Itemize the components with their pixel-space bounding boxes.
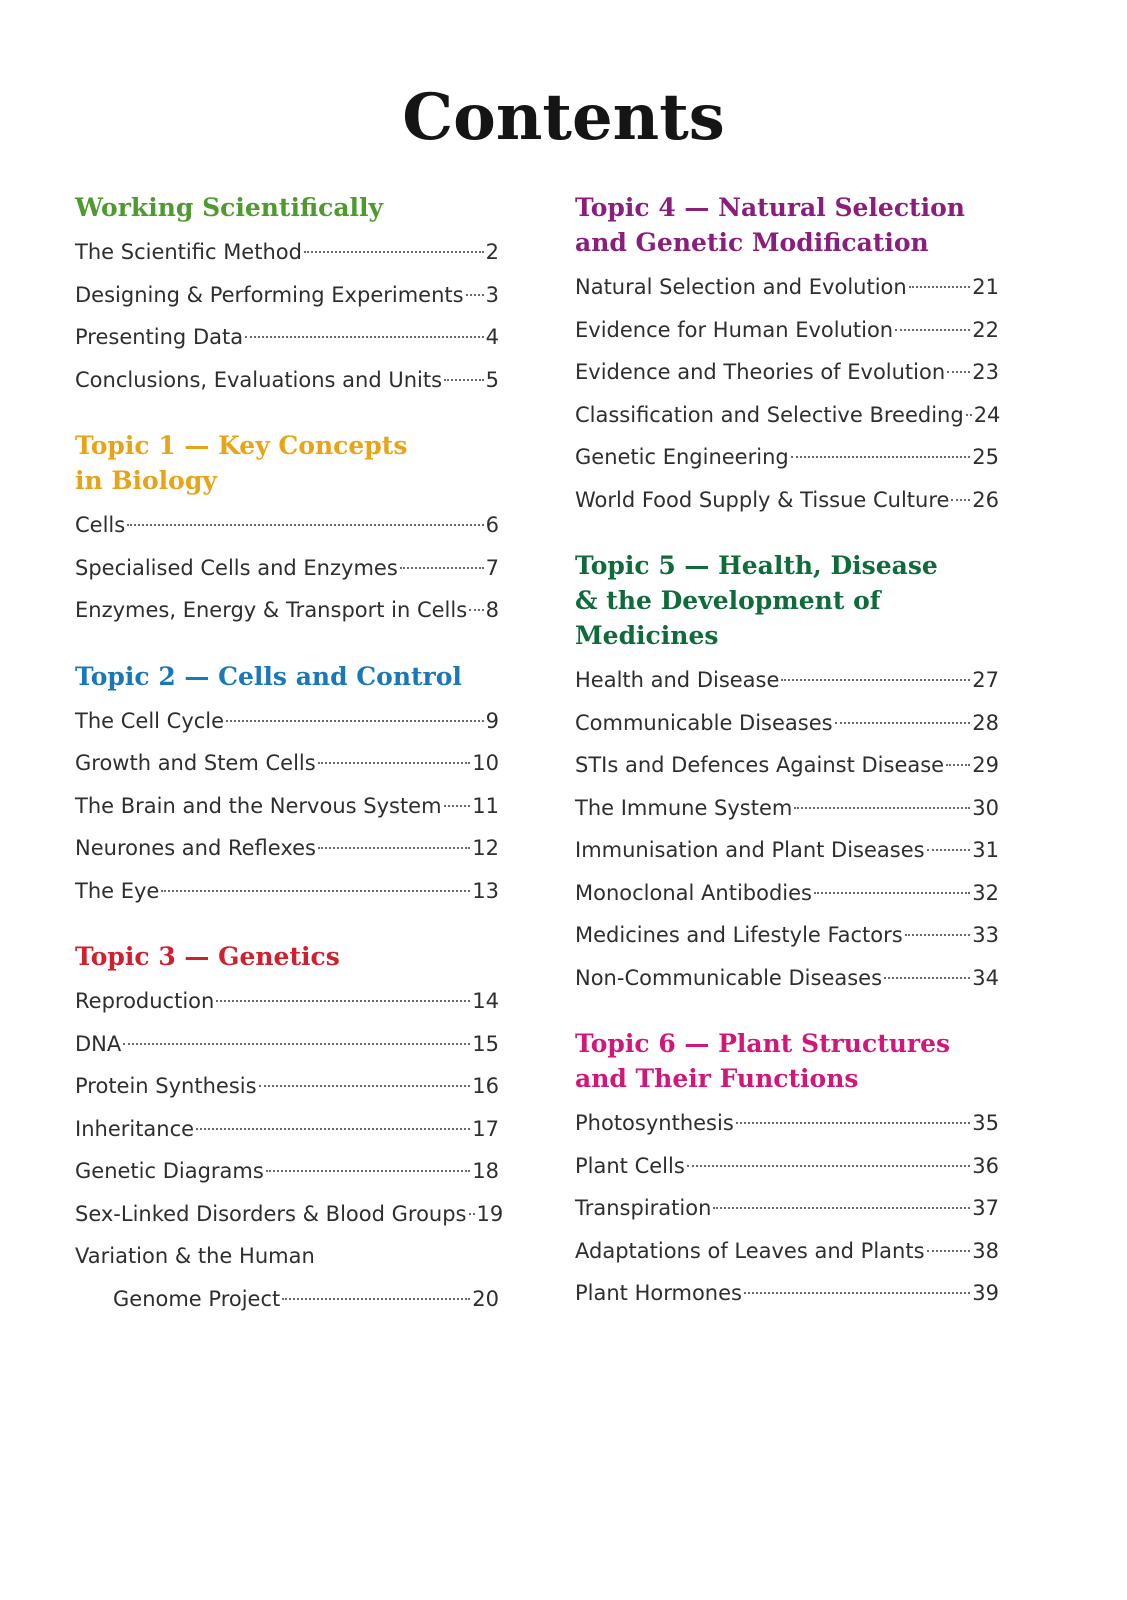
toc-entry-title: Health and Disease <box>575 668 780 692</box>
toc-entry[interactable] <box>75 1235 499 1278</box>
page-title: Contents <box>402 80 725 155</box>
toc-section-topic-1 <box>75 428 499 632</box>
toc-entry-title: Genetic Diagrams <box>75 1159 264 1183</box>
toc-entry-title: Conclusions, Evaluations and Units <box>75 367 443 392</box>
toc-page-number: 2 <box>485 240 499 264</box>
toc-entry[interactable] <box>75 1065 499 1108</box>
toc-entry-title: Variation & the Human <box>75 1244 315 1268</box>
toc-entry[interactable] <box>575 659 999 702</box>
toc-entry-title: Growth and Stem Cells <box>75 751 316 775</box>
toc-page-number: 4 <box>485 325 499 349</box>
dot-leader <box>966 414 972 416</box>
toc-entry-title: The Scientific Method <box>75 240 302 264</box>
toc-page-number: 23 <box>972 360 999 384</box>
toc-page-number: 31 <box>972 838 999 862</box>
toc-entry-title: Protein Synthesis <box>75 1074 257 1098</box>
toc-section-topic-5 <box>575 548 999 999</box>
toc-page-number: 37 <box>972 1196 999 1220</box>
toc-entry[interactable] <box>575 1187 999 1230</box>
toc-entry-title: Classification and Selective Breeding <box>575 402 964 427</box>
toc-entry[interactable] <box>75 1108 499 1151</box>
toc-page-number: 28 <box>972 710 999 735</box>
toc-entry[interactable] <box>75 504 499 547</box>
toc-section-topic-4 <box>575 190 999 521</box>
dot-leader <box>466 294 484 296</box>
toc-entry[interactable] <box>75 700 499 743</box>
toc-entry[interactable] <box>75 980 499 1023</box>
toc-column-left <box>75 190 504 1320</box>
toc-entry[interactable] <box>575 1230 999 1273</box>
toc-entry-title: Genome Project <box>113 1286 281 1311</box>
toc-page-number: 34 <box>972 965 999 990</box>
toc-entry-title: Genetic Engineering <box>575 445 789 469</box>
toc-page-number: 9 <box>485 708 499 733</box>
toc-page-number: 22 <box>972 317 999 342</box>
toc-entry[interactable] <box>75 1193 504 1236</box>
toc-entry[interactable] <box>575 1145 999 1188</box>
dot-leader <box>791 456 971 458</box>
toc-entry-title: The Cell Cycle <box>75 708 225 733</box>
dot-leader <box>713 1207 970 1209</box>
dot-leader <box>400 567 484 569</box>
dot-leader <box>245 336 484 338</box>
section-heading: Topic 6 — Plant Structures and Their Functions <box>575 1029 951 1093</box>
toc-list <box>75 231 499 401</box>
toc-list <box>575 1102 999 1315</box>
toc-column-right <box>575 190 999 1315</box>
toc-page-number: 6 <box>485 513 499 537</box>
dot-leader <box>927 1250 971 1252</box>
toc-entry[interactable] <box>75 274 499 317</box>
toc-entry-title: Plant Cells <box>575 1153 685 1178</box>
toc-list <box>575 266 999 521</box>
toc-page-number: 3 <box>485 282 499 307</box>
toc-page-number: 14 <box>472 989 499 1013</box>
toc-list <box>75 504 499 632</box>
toc-page-number: 20 <box>472 1286 499 1311</box>
toc-entry[interactable] <box>575 436 999 479</box>
toc-entry[interactable] <box>575 479 999 522</box>
toc-page-number: 24 <box>973 402 1001 427</box>
dot-leader <box>744 1292 970 1294</box>
toc-entry[interactable] <box>75 785 499 828</box>
toc-page-number: 16 <box>472 1074 499 1098</box>
toc-page-number: 39 <box>972 1281 999 1305</box>
toc-entry[interactable] <box>575 351 999 394</box>
dot-leader <box>318 847 470 849</box>
toc-entry[interactable] <box>575 787 999 830</box>
toc-entry-title: Evidence and Theories of Evolution <box>575 360 946 384</box>
toc-entry[interactable] <box>575 266 999 309</box>
dot-leader <box>687 1165 970 1167</box>
toc-entry[interactable] <box>75 231 499 274</box>
toc-entry[interactable] <box>75 1150 499 1193</box>
toc-entry[interactable] <box>575 872 999 915</box>
toc-entry-title: Enzymes, Energy & Transport in Cells <box>75 598 468 622</box>
dot-leader <box>951 499 970 501</box>
toc-entry-title: DNA <box>75 1031 122 1056</box>
dot-leader <box>736 1122 971 1124</box>
toc-entry-title: Presenting Data <box>75 325 244 349</box>
dot-leader <box>884 977 970 979</box>
toc-entry-title: Transpiration <box>575 1196 712 1220</box>
toc-entry[interactable] <box>575 702 999 745</box>
toc-page-number: 12 <box>472 836 499 860</box>
dot-leader <box>469 609 483 611</box>
toc-entry-title: Natural Selection and Evolution <box>575 275 907 299</box>
toc-entry-title: The Eye <box>75 878 160 903</box>
toc-section-topic-3 <box>75 939 504 1320</box>
dot-leader <box>947 371 970 373</box>
toc-entry[interactable] <box>75 827 499 870</box>
dot-leader <box>304 251 484 253</box>
toc-page-number: 5 <box>485 367 499 392</box>
toc-entry[interactable] <box>575 914 999 957</box>
toc-entry[interactable] <box>75 870 499 913</box>
toc-entry-title: The Immune System <box>575 795 793 820</box>
toc-page-number: 8 <box>485 598 499 622</box>
toc-page-number: 13 <box>472 878 499 903</box>
toc-entry[interactable] <box>575 957 999 1000</box>
toc-page-number: 36 <box>972 1153 999 1178</box>
toc-page-number: 18 <box>472 1159 499 1183</box>
section-heading: Topic 4 — Natural Selection and Genetic Modification <box>575 193 965 257</box>
toc-entry-title: Adaptations of Leaves and Plants <box>575 1238 925 1263</box>
toc-entry[interactable] <box>75 1023 499 1066</box>
toc-entry-title: Medicines and Lifestyle Factors <box>575 923 903 947</box>
dot-leader <box>444 379 484 381</box>
toc-page-number: 15 <box>472 1031 499 1056</box>
toc-list <box>75 700 499 913</box>
toc-page-number: 30 <box>972 795 999 820</box>
toc-entry-title: Inheritance <box>75 1116 195 1141</box>
toc-list <box>575 659 999 999</box>
toc-entry-title: Communicable Diseases <box>575 710 833 735</box>
dot-leader <box>216 1000 470 1002</box>
dot-leader <box>444 805 471 807</box>
toc-section-topic-6 <box>575 1026 999 1315</box>
toc-entry-title: World Food Supply & Tissue Culture <box>575 487 950 512</box>
toc-entry-title: Sex-Linked Disorders & Blood Groups <box>75 1201 467 1226</box>
toc-entry-title: STIs and Defences Against Disease <box>575 753 945 777</box>
dot-leader <box>282 1298 470 1300</box>
dot-leader <box>318 762 471 764</box>
toc-entry-continuation[interactable] <box>75 1278 499 1321</box>
toc-entry[interactable] <box>575 1272 999 1315</box>
dot-leader <box>835 722 971 724</box>
dot-leader <box>895 329 970 331</box>
dot-leader <box>814 892 970 894</box>
section-heading: Topic 2 — Cells and Control <box>75 661 462 691</box>
toc-entry[interactable] <box>75 359 499 402</box>
dot-leader <box>905 934 971 936</box>
toc-page-number: 19 <box>476 1201 504 1226</box>
toc-page-number: 25 <box>972 445 999 469</box>
toc-entry[interactable] <box>575 1102 999 1145</box>
toc-page-number: 38 <box>972 1238 999 1263</box>
toc-page-number: 26 <box>972 487 999 512</box>
toc-entry[interactable] <box>75 742 499 785</box>
toc-page-number: 21 <box>972 275 999 299</box>
dot-leader <box>127 524 483 526</box>
toc-entry[interactable] <box>75 547 499 590</box>
toc-page-number: 33 <box>972 923 999 947</box>
toc-entry-title: Reproduction <box>75 989 215 1013</box>
toc-entry-title: Evidence for Human Evolution <box>575 317 894 342</box>
toc-entry[interactable] <box>575 744 999 787</box>
toc-entry[interactable] <box>575 829 999 872</box>
toc-entry-title: The Brain and the Nervous System <box>75 793 442 818</box>
dot-leader <box>226 720 484 722</box>
toc-entry-title: Immunisation and Plant Diseases <box>575 838 925 862</box>
toc-page-number: 11 <box>472 793 499 818</box>
toc-list <box>75 980 504 1320</box>
toc-entry[interactable] <box>575 394 999 437</box>
toc-page-number: 29 <box>972 753 999 777</box>
toc-entry-title: Neurones and Reflexes <box>75 836 316 860</box>
toc-entry-title: Monoclonal Antibodies <box>575 880 812 905</box>
toc-page-number: 35 <box>972 1111 999 1135</box>
dot-leader <box>123 1043 470 1045</box>
dot-leader <box>794 807 970 809</box>
toc-entry[interactable] <box>75 589 499 632</box>
section-heading: Topic 5 — Health, Disease & the Development of Medicines <box>575 551 938 650</box>
toc-entry-title: Specialised Cells and Enzymes <box>75 555 398 580</box>
section-heading: Topic 1 — Key Concepts in Biology <box>75 431 408 495</box>
dot-leader <box>196 1128 470 1130</box>
toc-entry[interactable] <box>75 316 499 359</box>
toc-page-number: 17 <box>472 1116 499 1141</box>
section-heading: Working Scientifically <box>75 193 384 222</box>
toc-entry[interactable] <box>575 309 999 352</box>
toc-entry-title: Photosynthesis <box>575 1111 734 1135</box>
dot-leader <box>909 286 971 288</box>
dot-leader <box>927 849 971 851</box>
toc-section-working-scientifically <box>75 190 499 401</box>
dot-leader <box>946 764 970 766</box>
toc-page-number: 27 <box>972 668 999 692</box>
toc-page-number: 10 <box>472 751 499 775</box>
toc-page-number: 32 <box>972 880 999 905</box>
toc-page-number: 7 <box>485 555 499 580</box>
toc-entry-title: Designing & Performing Experiments <box>75 282 464 307</box>
toc-entry-title: Plant Hormones <box>575 1281 742 1305</box>
toc-section-topic-2 <box>75 659 499 913</box>
section-heading: Topic 3 — Genetics <box>75 942 340 971</box>
toc-entry-title: Cells <box>75 513 126 537</box>
dot-leader <box>266 1170 470 1172</box>
dot-leader <box>469 1213 475 1215</box>
dot-leader <box>161 890 470 892</box>
dot-leader <box>781 679 970 681</box>
toc-entry-title: Non-Communicable Diseases <box>575 965 883 990</box>
dot-leader <box>259 1085 471 1087</box>
